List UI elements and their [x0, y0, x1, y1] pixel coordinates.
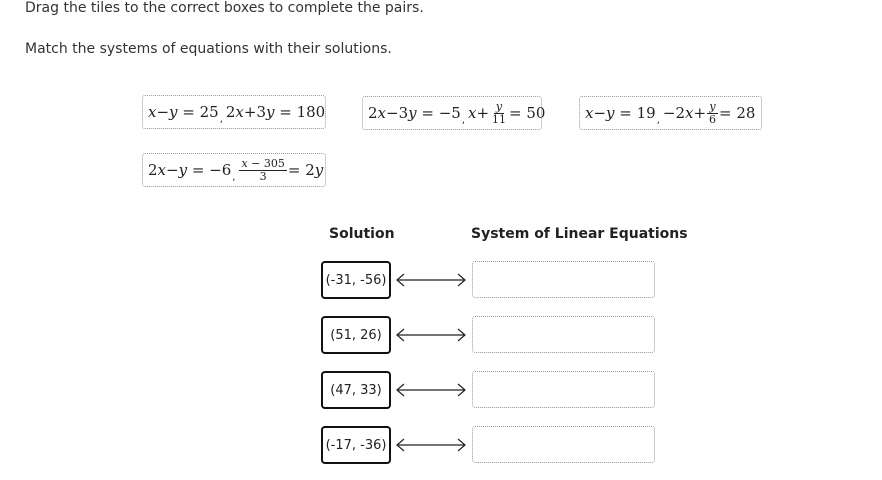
double-arrow-icon [394, 382, 468, 398]
fraction-numerator: 𝑦 [709, 99, 716, 113]
equation-3b-post: = 28 [719, 104, 756, 122]
equation-2a: 2𝑥−3𝑦 = −5 [368, 104, 461, 122]
separator: , [232, 171, 236, 183]
drop-target-4[interactable] [472, 426, 655, 463]
drop-target-1[interactable] [472, 261, 655, 298]
equation-2b [468, 101, 545, 126]
double-arrow-icon [394, 327, 468, 343]
fraction-denominator: 6 [709, 112, 717, 126]
equation-4b-post: = 2𝑦 [287, 161, 324, 179]
equation-tile-4[interactable] [142, 153, 326, 187]
instruction-drag: Drag the tiles to the correct boxes to complete the pairs. [25, 0, 424, 16]
equation-tile-2[interactable] [362, 96, 546, 130]
solution-box-3: (47, 33) [321, 371, 391, 409]
separator: , [656, 114, 660, 126]
equation-4a: 2𝑥−𝑦 = −6 [148, 161, 232, 179]
instruction-match: Match the systems of equations with their solutions. [25, 41, 392, 57]
fraction [707, 101, 718, 126]
equation-tile-3[interactable] [579, 96, 762, 130]
equation-4b [238, 158, 323, 183]
fraction-numerator: 𝑥 − 305 [241, 156, 285, 170]
fraction-denominator: 3 [259, 169, 267, 183]
solution-box-4: (-17, -36) [321, 426, 391, 464]
fraction-denominator: 11 [492, 112, 507, 126]
separator: , [461, 114, 465, 126]
fraction-numerator: 𝑦 [495, 99, 503, 113]
equation-tile-1[interactable] [142, 95, 326, 129]
solution-header: Solution [329, 226, 395, 242]
equation-1a: 𝑥−𝑦 = 25 [148, 103, 219, 121]
solution-box-1: (-31, -56) [321, 261, 391, 299]
fraction [239, 158, 286, 183]
equation-3b [663, 101, 756, 126]
drop-target-3[interactable] [472, 371, 655, 408]
double-arrow-icon [394, 437, 468, 453]
double-arrow-icon [394, 272, 468, 288]
equation-1b: 2𝑥+3𝑦 = 180 [225, 103, 326, 121]
fraction [490, 101, 508, 126]
equation-3b-pre: −2𝑥+ [662, 104, 707, 122]
solution-box-2: (51, 26) [321, 316, 391, 354]
system-header: System of Linear Equations [471, 226, 688, 242]
equation-2b-post: = 50 [509, 104, 546, 122]
equation-2b-pre: 𝑥+ [468, 104, 490, 122]
separator: , [219, 113, 223, 125]
equation-3a: 𝑥−𝑦 = 19 [585, 104, 656, 122]
drop-target-2[interactable] [472, 316, 655, 353]
